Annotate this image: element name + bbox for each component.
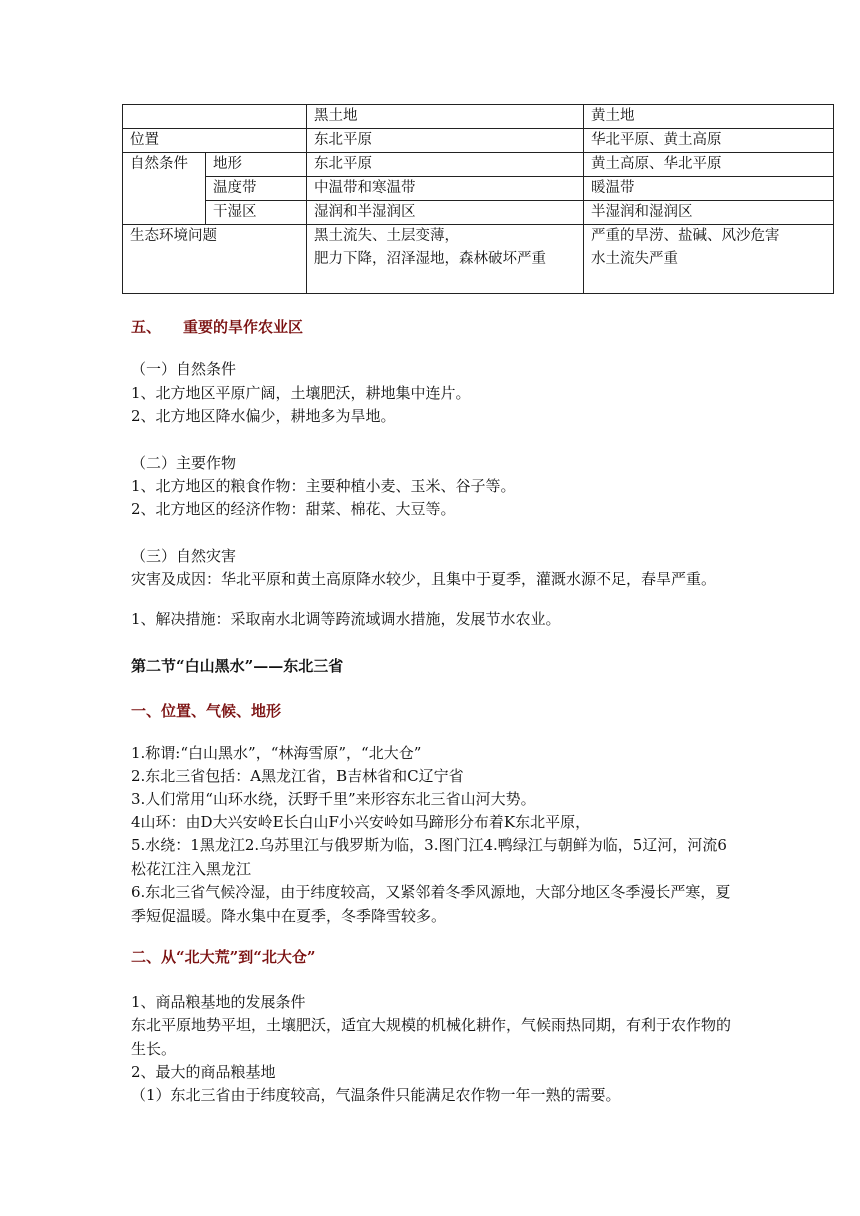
- cell-line: 黑土流失、土层变薄，: [314, 228, 459, 244]
- row-sublabel: 干湿区: [206, 201, 307, 225]
- yellow-cell: 半湿润和湿润区: [584, 201, 834, 225]
- table-row: [123, 129, 834, 153]
- list-item: 2、北方地区的经济作物：甜菜、棉花、大豆等。: [131, 500, 456, 518]
- table-row: [123, 153, 834, 177]
- subsection-title: （三）自然灾害: [131, 547, 237, 565]
- row-group-label: 自然条件: [123, 153, 206, 225]
- comparison-table: [122, 104, 834, 294]
- header-black-soil: 黑土地: [307, 105, 584, 129]
- yellow-cell: [584, 225, 834, 294]
- paragraph: 灾害及成因：华北平原和黄土高原降水较少，且集中于夏季，灌溉水源不足，春旱严重。: [131, 570, 717, 588]
- chapter-title: 第二节“白山黑水”——东北三省: [131, 657, 344, 675]
- list-item: 1、解决措施：采取南水北调等跨流域调水措施，发展节水农业。: [131, 610, 561, 628]
- row-label: 位置: [123, 129, 307, 153]
- subsection-title: （一）自然条件: [131, 360, 237, 378]
- row-sublabel: 温度带: [206, 177, 307, 201]
- cell-line: 水土流失严重: [591, 251, 678, 267]
- row-sublabel: 地形: [206, 153, 307, 177]
- black-cell: 中温带和寒温带: [307, 177, 584, 201]
- list-item: 1、北方地区的粮食作物：主要种植小麦、玉米、谷子等。: [131, 477, 516, 495]
- section-title: 重要的旱作农业区: [183, 318, 304, 336]
- part-heading: 一、位置、气候、地形: [131, 702, 282, 720]
- table-row: [123, 201, 834, 225]
- list-item: 6.东北三省气候冷湿，由于纬度较高，又紧邻着冬季风源地，大部分地区冬季漫长严寒，夏季短促温暖。降水集中在夏季，冬季降雪较多。: [131, 883, 731, 925]
- table-row: [123, 177, 834, 201]
- black-cell: 湿润和半湿润区: [307, 201, 584, 225]
- list-item: 5.水绕：1黑龙江2.乌苏里江与俄罗斯为临，3.图门江4.鸭绿江与朝鲜为临，5辽河，河流6松花江注入黑龙江: [131, 836, 727, 878]
- list-item: 1.称谓:“白山黑水”，“林海雪原”，“北大仓”: [131, 744, 422, 762]
- list-item: 2、最大的商品粮基地: [131, 1063, 276, 1081]
- paragraph: （1）东北三省由于纬度较高，气温条件只能满足农作物一年一熟的需要。: [131, 1086, 621, 1104]
- list-item: 3.人们常用“山环水绕，沃野千里”来形容东北三省山河大势。: [131, 790, 536, 808]
- yellow-cell: 华北平原、黄土高原: [584, 129, 834, 153]
- cell-line: 严重的旱涝、盐碱、风沙危害: [591, 228, 780, 244]
- list-item: 4山环：由D大兴安岭E长白山F小兴安岭如马蹄形分布着K东北平原，: [131, 813, 591, 831]
- yellow-cell: 暖温带: [584, 177, 834, 201]
- list-item: 1、北方地区平原广阔，土壤肥沃，耕地集中连片。: [131, 384, 471, 402]
- part-heading: 二、从“北大荒”到“北大仓”: [131, 948, 316, 966]
- list-item: 2.东北三省包括：A黑龙江省，B吉林省和C辽宁省: [131, 767, 464, 785]
- black-cell: 东北平原: [307, 129, 584, 153]
- subsection-title: （二）主要作物: [131, 454, 237, 472]
- section-number: 五、: [131, 318, 162, 336]
- header-yellow-soil: 黄土地: [584, 105, 834, 129]
- list-item: 1、商品粮基地的发展条件: [131, 993, 306, 1011]
- list-item: 2、北方地区降水偏少，耕地多为旱地。: [131, 407, 396, 425]
- section-heading: [131, 316, 743, 340]
- table-corner-cell: [123, 105, 307, 129]
- paragraph: 东北平原地势平坦，土壤肥沃，适宜大规模的机械化耕作，气候雨热同期，有利于农作物的生长。: [131, 1016, 732, 1058]
- black-cell: 东北平原: [307, 153, 584, 177]
- black-cell: [307, 225, 584, 294]
- yellow-cell: 黄土高原、华北平原: [584, 153, 834, 177]
- row-label: 生态环境问题: [123, 225, 307, 294]
- table-header-row: [123, 105, 834, 129]
- table-row: [123, 225, 834, 294]
- cell-line: 肥力下降，沼泽湿地，森林破坏严重: [314, 251, 546, 267]
